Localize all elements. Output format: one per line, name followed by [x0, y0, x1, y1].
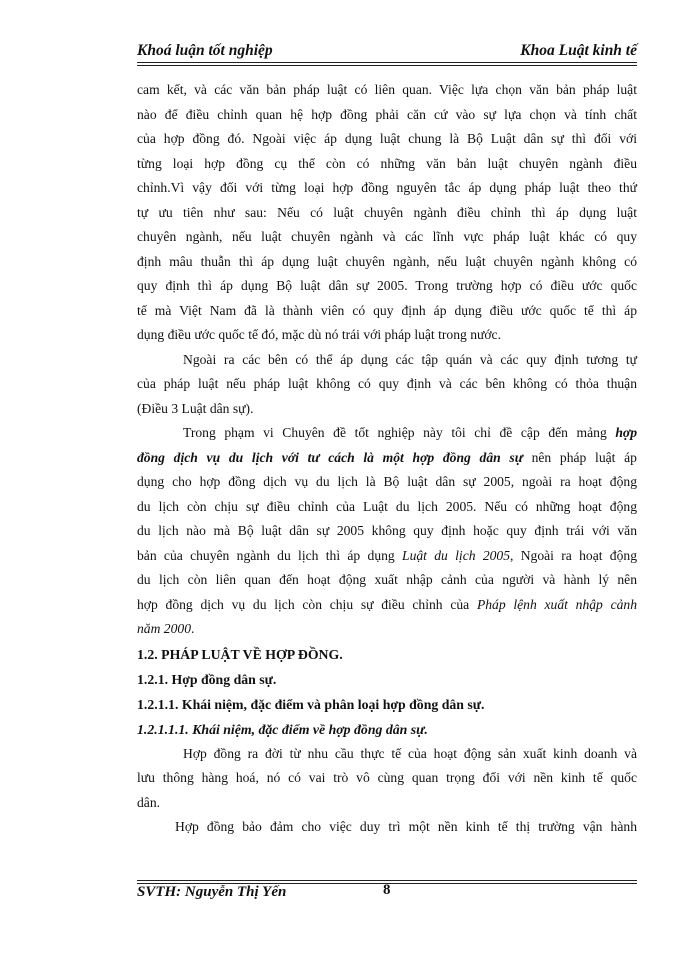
text-line: lưu thông hàng hoá, nó có vai trò vô cùng quan trọng đối với nền kinh tế quốc — [137, 770, 637, 785]
text-line: dụng điều ước quốc tế đó, mặc dù nó trái với pháp luật trong nước. — [137, 327, 501, 342]
text-line: Ngoài ra các bên có thể áp dụng các tập quán và các quy định tương tự — [183, 351, 637, 367]
text-run: , Ngoài ra hoạt động — [510, 547, 637, 563]
section-heading: 1.2. PHÁP LUẬT VỀ HỢP ĐỒNG. — [137, 646, 343, 662]
text-run: bản của chuyên ngành du lịch thì áp dụng — [137, 547, 403, 563]
paragraph-4 — [137, 742, 637, 816]
subsection-heading: 1.2.1. Hợp đồng dân sự. — [137, 671, 277, 687]
header-left-title: Khoá luận tốt nghiệp — [137, 42, 273, 59]
text-line: nào để điều chỉnh quan hệ hợp đồng phải căn cứ vào sự lựa chọn và tính chất — [137, 106, 637, 122]
text-line: tế mà Việt Nam đã là thành viên có quy định áp dụng điều ước quốc tế thì áp — [137, 302, 637, 318]
header-right-title: Khoa Luật kinh tế — [520, 42, 637, 59]
text-line: của pháp luật nếu pháp luật không có quy định và các bên không có thỏa thuận — [137, 376, 637, 391]
paragraph-1 — [137, 78, 637, 348]
text-run: . — [191, 621, 195, 636]
text-line: (Điều 3 Luật dân sự). — [137, 400, 254, 416]
text-line: tự ưu tiên như sau: Nếu có luật chuyên ngành điều chỉnh thì áp dụng luật — [137, 204, 637, 220]
text-line: chuyên ngành, nếu luật chuyên ngành và các lĩnh vực pháp luật khác có quy — [137, 229, 637, 244]
text-line: Hợp đồng bảo đảm cho việc duy trì một nền kinh tế thị trường vận hành — [175, 819, 637, 834]
text-line: dụng cho hợp đồng dịch vụ du lịch là Bộ luật dân sự 2005, ngoài ra hoạt động — [137, 474, 637, 489]
text-line: du lịch còn liên quan đến hoạt động xuất nhập cảnh của người và hành lý nên — [137, 572, 637, 587]
law-title: Pháp lệnh xuất nhập cảnh — [476, 596, 637, 612]
text-run: nên pháp luật áp — [522, 449, 637, 465]
text-line: quy định thì áp dụng Bộ luật dân sự 2005. Trong trường hợp có điều ước quốc — [137, 278, 637, 293]
text-line: du lịch nào mà Bộ luật dân sự 2005 không quy định hoặc quy định trái với văn — [137, 523, 637, 538]
text-line: dân. — [137, 794, 161, 810]
text-line: từng loại hợp đồng cụ thể còn có những văn bản luật chuyên ngành điều — [137, 155, 637, 171]
text-line — [137, 617, 637, 642]
header-rule-thin — [137, 65, 637, 66]
text-line — [137, 544, 637, 569]
text-run: hợp đồng dịch vụ du lịch còn chịu sự điều chỉnh của — [137, 596, 477, 612]
text-line: định mâu thuẫn thì áp dụng luật chuyên ngành, nếu luật chuyên ngành không có — [137, 253, 637, 269]
text-line: của hợp đồng đó. Ngoài việc áp dụng luật chung là Bộ Luật dân sự thì đối với — [137, 131, 637, 146]
text-run: Trong phạm vi Chuyên đề tốt nghiệp này tôi chỉ đề cập đến mảng — [183, 425, 616, 440]
text-line — [137, 421, 637, 446]
text-line: du lịch còn chịu sự điều chỉnh của Luật du lịch 2005. Nếu có những hoạt động — [137, 498, 637, 514]
paragraph-3 — [137, 421, 637, 642]
footer-rule — [137, 880, 637, 881]
footer-author: SVTH: Nguyễn Thị Yến — [137, 884, 287, 900]
paragraph-heading: 1.2.1.1.1. Khái niệm, đặc điểm về hợp đồng dân sự. — [137, 721, 428, 737]
page-header — [137, 36, 637, 64]
text-line: chỉnh.Vì vậy đối với từng loại hợp đồng nguyên tắc áp dụng pháp luật theo thứ — [137, 180, 637, 195]
page-number: 8 — [383, 882, 391, 898]
text-line — [137, 593, 637, 618]
subsubsection-heading: 1.2.1.1. Khái niệm, đặc điểm và phân loại hợp đồng dân sự. — [137, 696, 485, 712]
law-title: năm 2000 — [137, 621, 191, 636]
text-line: Hợp đồng ra đời từ nhu cầu thực tế của hoạt động sản xuất kinh doanh và — [183, 745, 637, 761]
law-title: Luật du lịch 2005 — [402, 547, 511, 563]
emphasis-text: hợp — [615, 425, 637, 440]
emphasis-text: đồng dịch vụ du lịch với tư cách là một hợp đồng dân sự — [137, 449, 523, 465]
text-line — [137, 446, 637, 471]
header-rule — [137, 62, 637, 63]
page-body — [137, 78, 637, 840]
text-line: cam kết, và các văn bản pháp luật có liên quan. Việc lựa chọn văn bản pháp luật — [137, 82, 637, 97]
paragraph-2 — [137, 348, 637, 422]
paragraph-5 — [137, 815, 637, 840]
